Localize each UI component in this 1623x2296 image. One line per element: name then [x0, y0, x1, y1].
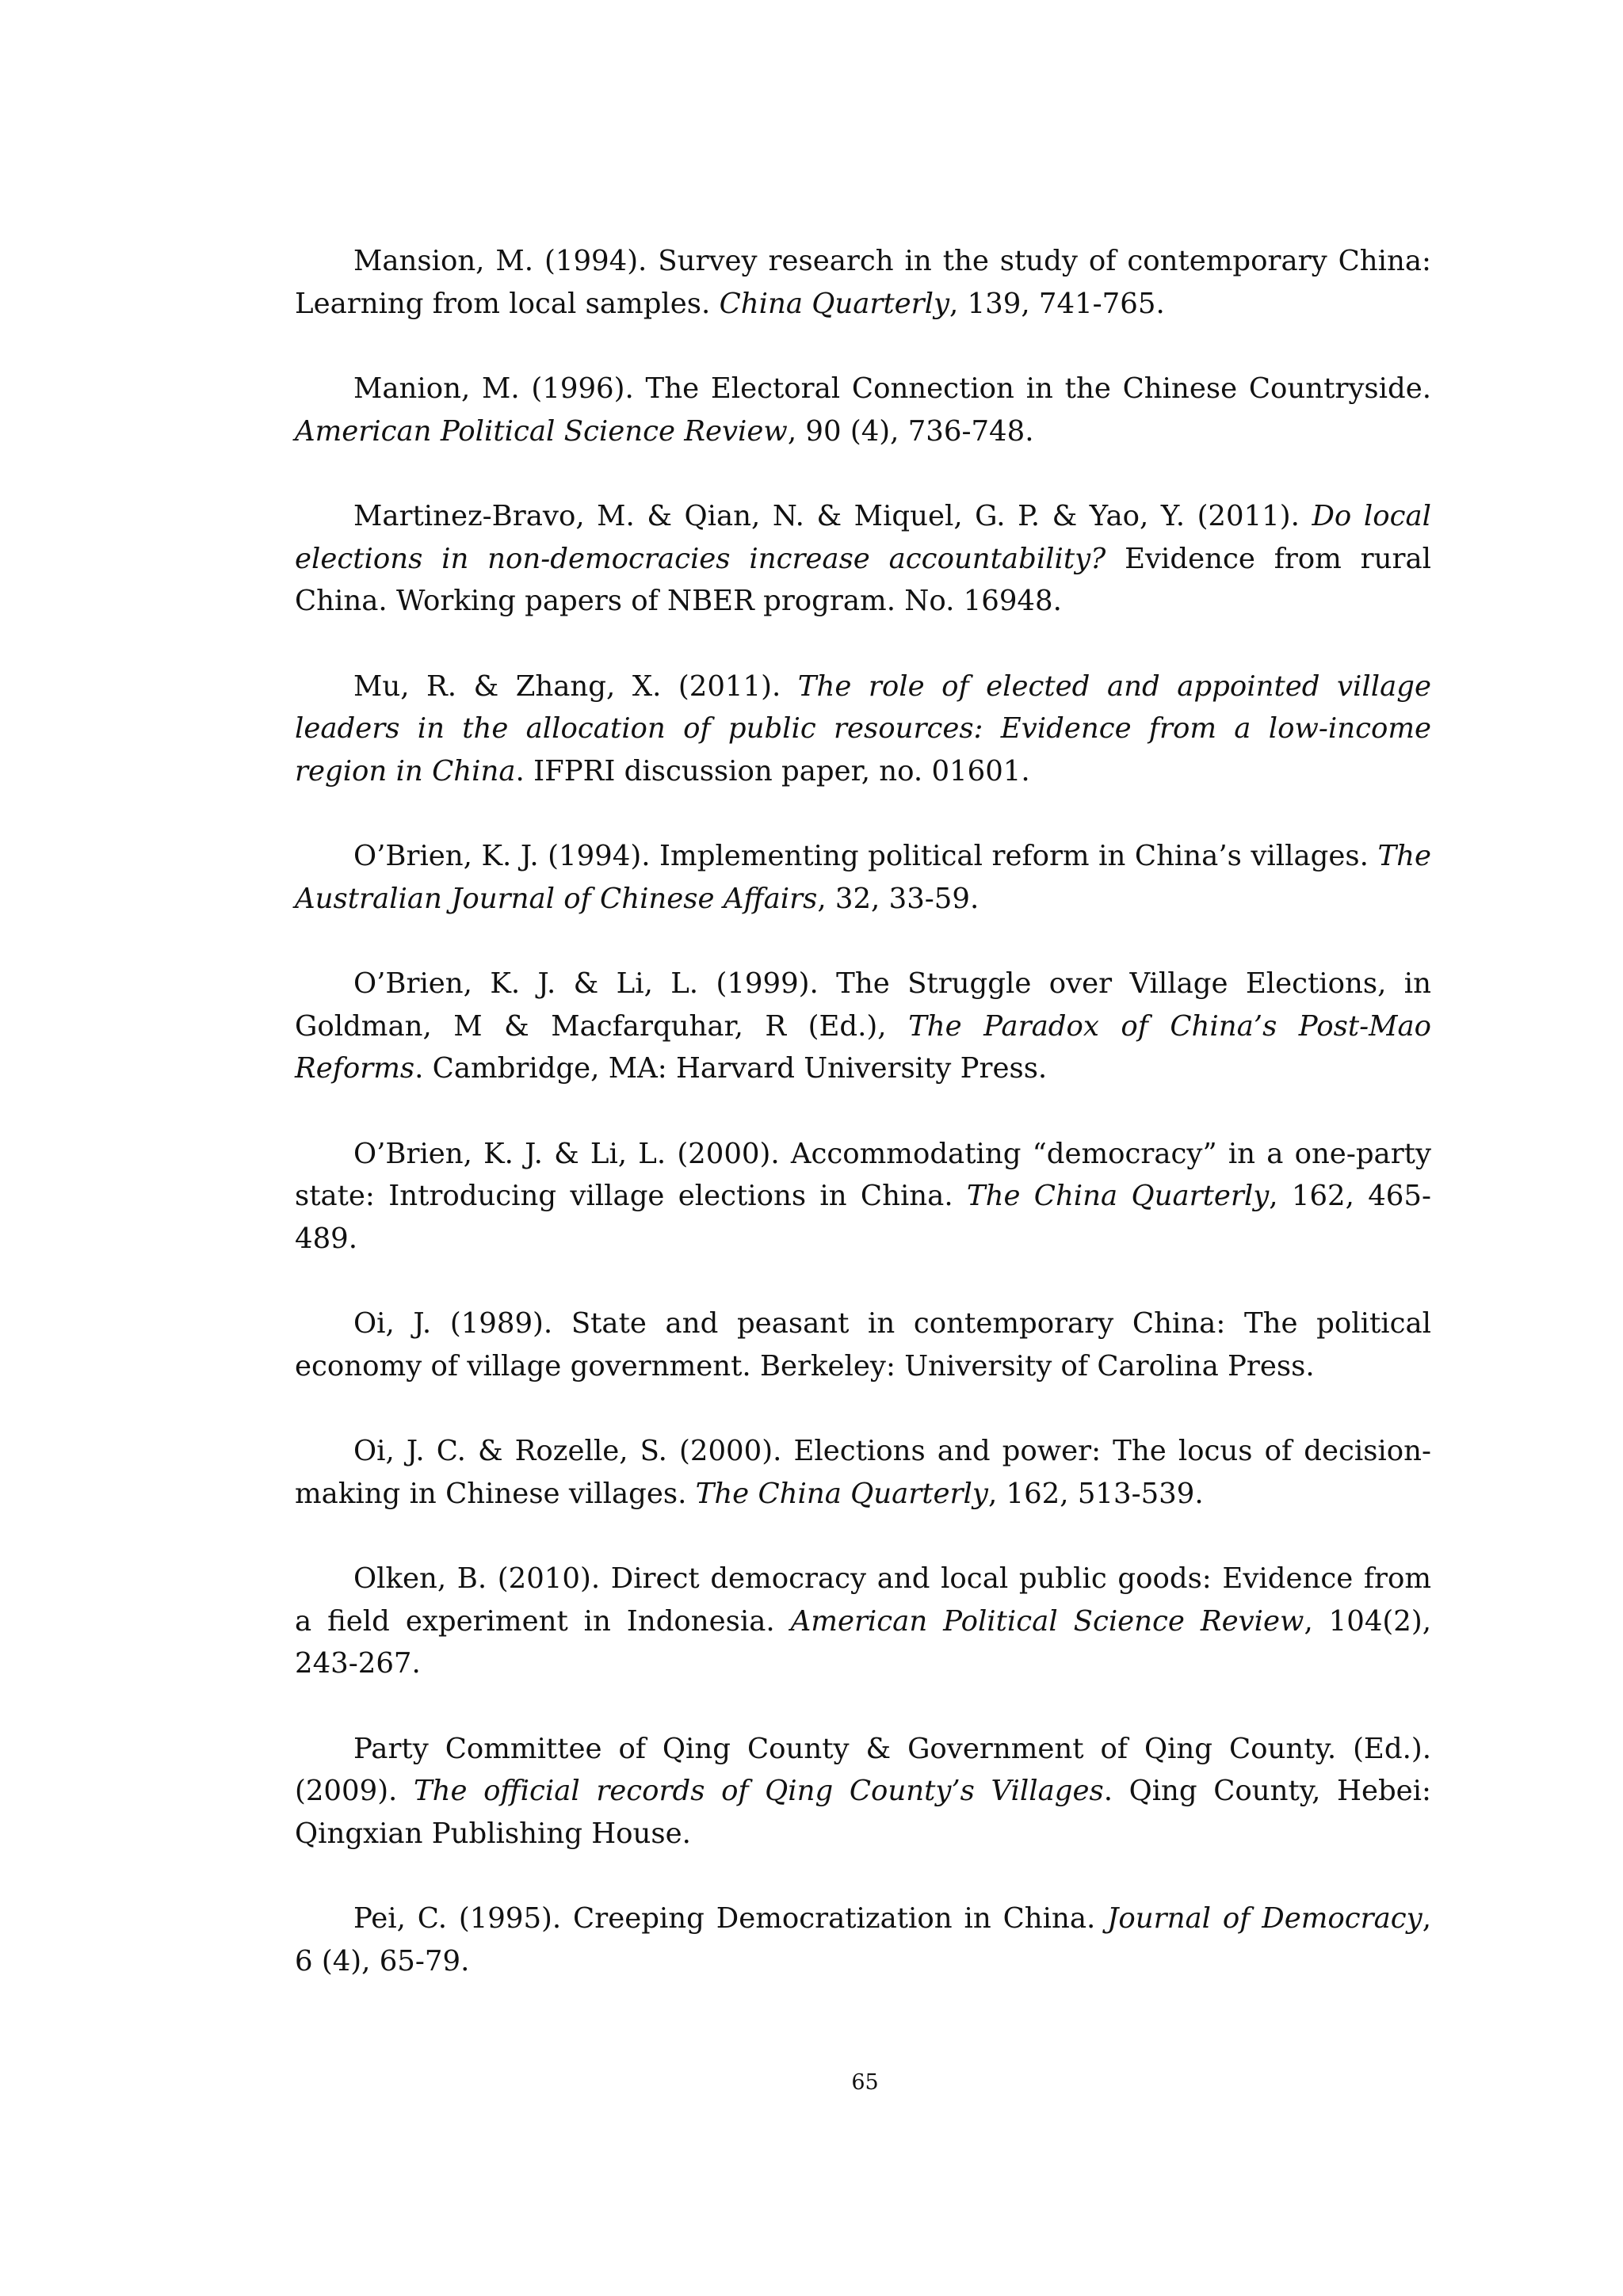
reference-text: , 139, 741-765. — [949, 287, 1165, 320]
reference-entry — [295, 1430, 1431, 1515]
reference-text: Oi, J. (1989). State and peasant in contemporary China: The political economy of village government. Berkeley: University of Carolina Press. — [295, 1307, 1431, 1383]
reference-text: Mu, R. & Zhang, X. (2011). — [353, 669, 798, 703]
reference-title-italic: The China Quarterly — [695, 1477, 988, 1510]
reference-title-italic: Journal of Democracy — [1107, 1902, 1423, 1935]
reference-title-italic: China Quarterly — [719, 287, 950, 320]
reference-text: Pei, C. (1995). Creeping Democratization in China. — [353, 1902, 1108, 1935]
reference-title-italic: The Paradox of China’s Post-Mao Reforms — [295, 1009, 1431, 1085]
reference-text: O’Brien, K. J. (1994). Implementing political reform in China’s villages. — [353, 840, 1378, 872]
reference-title-italic: The Australian Journal of Chinese Affairs — [295, 840, 1431, 915]
reference-title-italic: American Political Science Review — [295, 414, 788, 448]
reference-text: Party Committee of Qing County & Government of Qing County. (Ed.). (2009). — [295, 1732, 1431, 1807]
reference-text: O’Brien, K. J. & Li, L. (2000). Accommodating “democracy” in a one-party state: Introducing village elections in China. — [295, 1137, 1431, 1212]
reference-text: Evidence from rural China. Working papers of NBER program. No. 16948. — [295, 542, 1431, 617]
reference-title-italic: The role of elected and appointed village leaders in the allocation of public resources: Evidence from a low-income region in China — [295, 669, 1431, 788]
reference-entry — [295, 1728, 1431, 1855]
reference-list — [295, 240, 1431, 2025]
reference-text: , 162, 465-489. — [295, 1180, 1431, 1255]
reference-entry — [295, 1133, 1431, 1261]
reference-text: Oi, J. C. & Rozelle, S. (2000). Elections and power: The locus of decision-making in Chinese villages. — [295, 1435, 1431, 1510]
reference-text: , 90 (4), 736-748. — [787, 414, 1034, 448]
reference-text: , 162, 513-539. — [987, 1477, 1204, 1510]
reference-title-italic: Do local elections in non-democracies increase accountability? — [295, 500, 1431, 575]
reference-text: . IFPRI discussion paper, no. 01601. — [515, 754, 1030, 788]
reference-text: Manion, M. (1996). The Electoral Connection in the Chinese Countryside. — [353, 372, 1431, 405]
reference-text: O’Brien, K. J. & Li, L. (1999). The Struggle over Village Elections, in Goldman, M & Macfarquhar, R (Ed.), — [295, 967, 1431, 1043]
page-number: 65 — [851, 2070, 879, 2095]
reference-entry — [295, 963, 1431, 1090]
reference-entry — [295, 1302, 1431, 1387]
reference-text: . Qing County, Hebei: Qingxian Publishing House. — [295, 1775, 1431, 1850]
reference-entry — [295, 835, 1431, 920]
reference-entry — [295, 495, 1431, 623]
reference-text: Martinez-Bravo, M. & Qian, N. & Miquel, G. P. & Yao, Y. (2011). — [353, 500, 1312, 532]
reference-title-italic: The official records of Qing County’s Villages — [413, 1775, 1104, 1807]
reference-entry — [295, 240, 1431, 325]
reference-title-italic: American Political Science Review — [790, 1604, 1304, 1638]
reference-entry — [295, 368, 1431, 452]
reference-title-italic: The China Quarterly — [966, 1180, 1270, 1212]
reference-entry — [295, 1897, 1431, 1982]
reference-entry — [295, 666, 1431, 793]
reference-text: , 6 (4), 65-79. — [295, 1902, 1431, 1978]
reference-entry — [295, 1558, 1431, 1685]
reference-text: . Cambridge, MA: Harvard University Press. — [414, 1052, 1048, 1085]
reference-text: Mansion, M. (1994). Survey research in the study of contemporary China: Learning from local samples. — [295, 245, 1431, 320]
reference-text: Olken, B. (2010). Direct democracy and local public goods: Evidence from a field experiment in Indonesia. — [295, 1562, 1431, 1638]
reference-text: , 32, 33-59. — [817, 882, 980, 915]
reference-text: , 104(2), 243-267. — [295, 1604, 1431, 1680]
